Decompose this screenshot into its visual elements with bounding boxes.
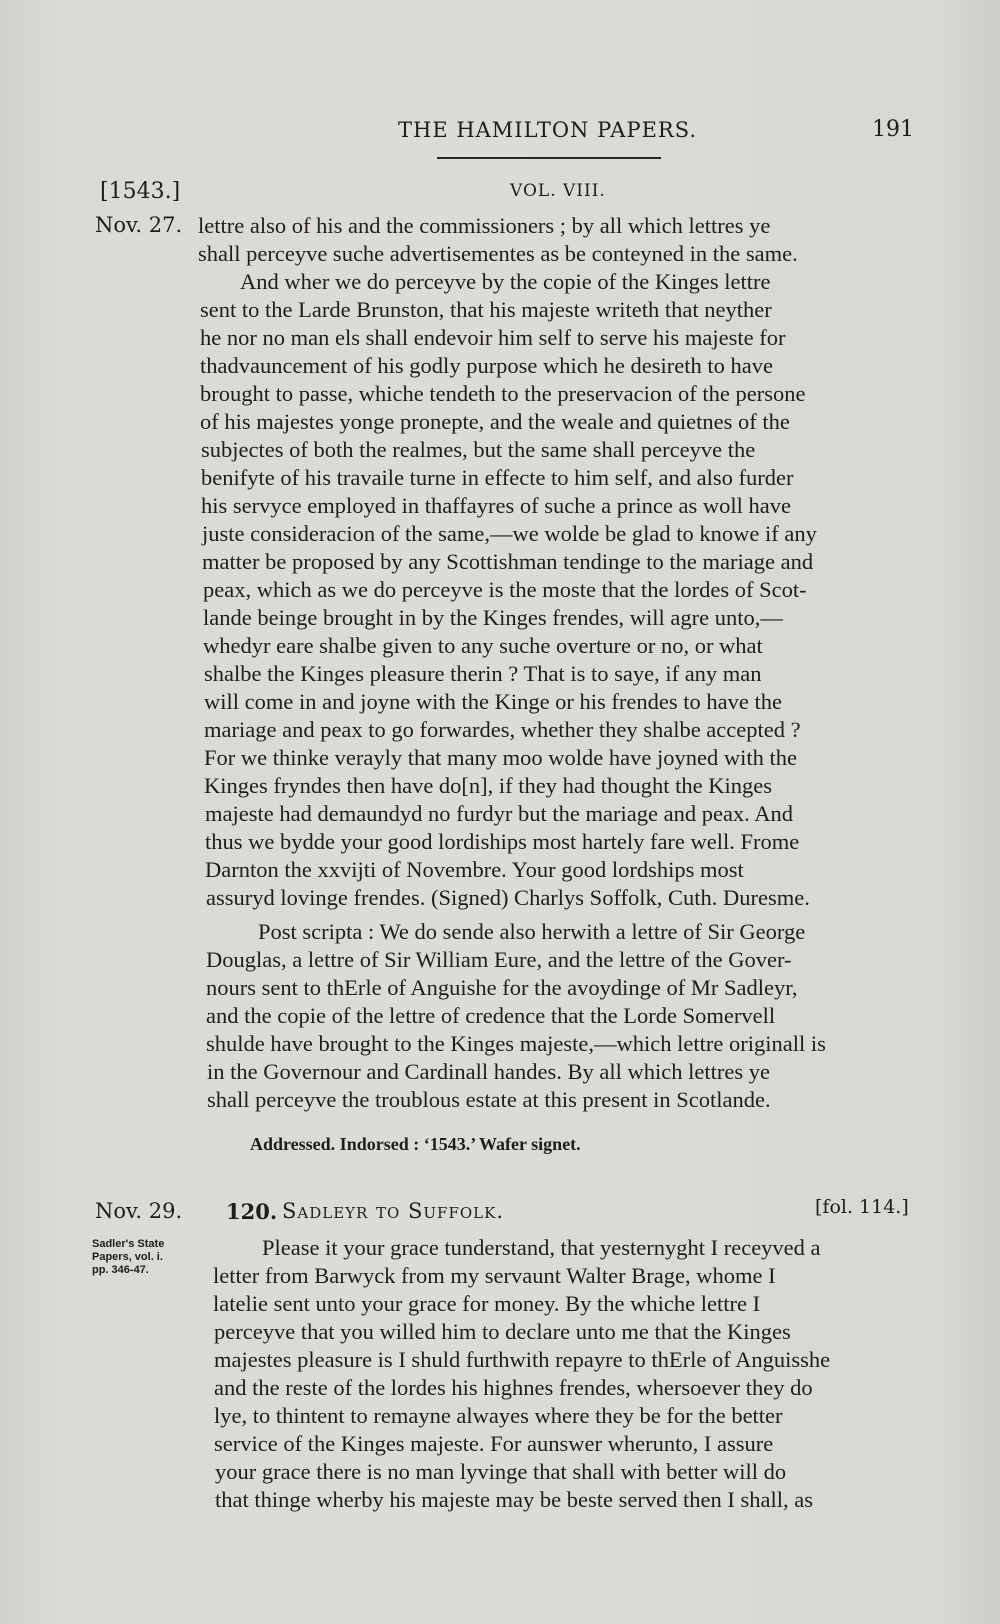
entry-number: 120. [226, 1199, 278, 1224]
text-line: in the Governour and Cardinall handes. By all which lettres ye [207, 1059, 770, 1084]
text-line: his servyce employed in thaffayres of suche a prince as woll have [201, 493, 791, 518]
text-line: assuryd lovinge frendes. (Signed) Charlys Soffolk, Cuth. Duresme. [206, 885, 810, 910]
text-line: brought to passe, whiche tendeth to the preservacion of the persone [200, 381, 806, 406]
text-line: lettre also of his and the commissioners ; by all which lettres ye [198, 213, 771, 238]
margin-date-nov-29: Nov. 29. [95, 1199, 183, 1223]
text-line: Post scripta : We do sende also herwith a lettre of Sir George [258, 919, 806, 944]
text-line: shulde have brought to the Kinges majeste,—which lettre originall is [206, 1031, 826, 1056]
text-line: thus we bydde your good lordiships most hartely fare well. Frome [205, 829, 800, 854]
text-line: nours sent to thErle of Anguishe for the avoydinge of Mr Sadleyr, [206, 975, 798, 1000]
text-line: of his majestes yonge pronepte, and the weale and quietnes of the [200, 409, 790, 434]
text-line: shalbe the Kinges pleasure therin ? That is to saye, if any man [204, 661, 762, 686]
text-line: that thinge wherby his majeste may be beste served then I shall, as [215, 1487, 813, 1512]
text-line: Douglas, a lettre of Sir William Eure, and the lettre of the Gover- [206, 947, 792, 972]
side-note-line: Sadler's State [92, 1238, 165, 1250]
text-line: and the reste of the lordes his highnes frendes, whersoever they do [214, 1375, 813, 1400]
text-line: For we thinke verayly that many moo wolde have joyned with the [204, 745, 797, 770]
side-note-line: Papers, vol. i. [92, 1251, 163, 1263]
text-line: Kinges fryndes then have do[n], if they had thought the Kinges [204, 773, 772, 798]
text-line: majeste had demaundyd no furdyr but the mariage and peax. And [205, 801, 793, 826]
endorsement-note: Addressed. Indorsed : ‘1543.’ Wafer signet. [250, 1134, 581, 1154]
text-line: service of the Kinges majeste. For aunswer wherunto, I assure [214, 1431, 774, 1456]
text-line: latelie sent unto your grace for money. By the whiche lettre I [213, 1291, 761, 1316]
text-line: your grace there is no man lyvinge that shall with better will do [215, 1459, 787, 1484]
text-line: matter be proposed by any Scottishman tendinge to the mariage and [202, 549, 814, 574]
text-line: mariage and peax to go forwardes, whether they shalbe accepted ? [204, 717, 801, 742]
text-line: lye, to thintent to remayne alwayes where they be for the better [214, 1403, 783, 1428]
text-line: thadvauncement of his godly purpose which he desireth to have [200, 353, 773, 378]
running-title: THE HAMILTON PAPERS. [398, 118, 698, 142]
text-line: Please it your grace tunderstand, that yesternyght I receyved a [262, 1235, 821, 1260]
text-line: And wher we do perceyve by the copie of the Kinges lettre [240, 269, 771, 294]
text-line: benifyte of his travaile turne in effecte to him self, and also furder [201, 465, 794, 490]
text-line: lande beinge brought in by the Kinges frendes, will agre unto,— [203, 605, 783, 630]
text-line: whedyr eare shalbe given to any suche overture or no, or what [203, 633, 763, 658]
folio-reference: [fol. 114.] [815, 1196, 909, 1218]
text-line: Darnton the xxvijti of Novembre. Your good lordships most [205, 857, 744, 882]
text-line: majestes pleasure is I shuld furthwith repayre to thErle of Anguisshe [214, 1347, 831, 1372]
text-line: he nor no man els shall endevoir him self to serve his majeste for [200, 325, 786, 350]
volume-label: VOL. VIII. [510, 181, 606, 201]
margin-date-nov-27: Nov. 27. [95, 213, 183, 237]
text-line: peax, which as we do perceyve is the moste that the lordes of Scot- [203, 577, 807, 602]
text-line: and the copie of the lettre of credence that the Lorde Somervell [206, 1003, 776, 1028]
text-line: shall perceyve suche advertisementes as be conteyned in the same. [198, 241, 798, 266]
source-side-note [92, 1238, 202, 1277]
text-line: will come in and joyne with the Kinge or his frendes to have the [204, 689, 782, 714]
text-line: shall perceyve the troublous estate at this present in Scotlande. [207, 1087, 771, 1112]
side-note-line: pp. 346-47. [92, 1264, 149, 1276]
entry-title: Sadleyr to Suffolk. [282, 1199, 504, 1223]
text-line: subjectes of both the realmes, but the same shall perceyve the [201, 437, 756, 462]
header-rule [437, 157, 661, 159]
text-line: perceyve that you willed him to declare unto me that the Kinges [214, 1319, 791, 1344]
page-number: 191 [872, 117, 914, 142]
text-line: sent to the Larde Brunston, that his majeste writeth that neyther [200, 297, 772, 322]
text-line: letter from Barwyck from my servaunt Walter Brage, whome I [213, 1263, 776, 1288]
year-marker: [1543.] [100, 179, 181, 204]
text-line: juste consideracion of the same,—we wolde be glad to knowe if any [202, 521, 817, 546]
